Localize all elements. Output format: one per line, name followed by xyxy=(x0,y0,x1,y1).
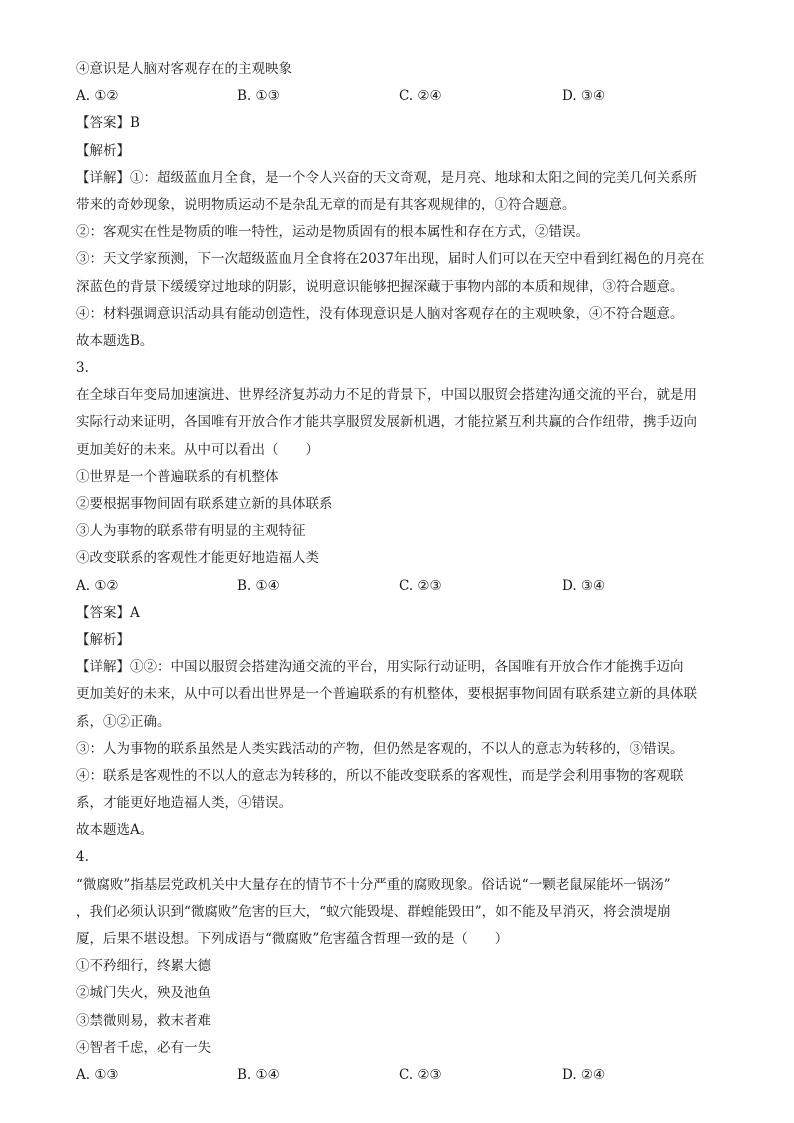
q4-stem-line: “微腐败”指基层党政机关中大量存在的情节不十分严重的腐败现象。俗话说“一颗老鼠屎能坏一锅汤” xyxy=(76,876,671,893)
q4-item-3: ③禁微则易，救末者难 xyxy=(76,1012,211,1029)
q3-answer: 【答案】A xyxy=(76,604,140,621)
q4-option-b: B. ①④ xyxy=(237,1066,280,1083)
q2-analysis-label: 【解析】 xyxy=(76,142,130,159)
q3-detail-line: 系，①②正确。 xyxy=(76,713,171,730)
document-page xyxy=(76,56,726,1089)
q4-item-1: ①不矜细行，终累大德 xyxy=(76,958,211,975)
q3-detail xyxy=(76,654,726,844)
q3-detail-line: ④：联系是客观性的不以人的意志为转移的，所以不能改变联系的客观性，而是学会利用事物的客观联 xyxy=(76,767,684,784)
q2-option-a: A. ①② xyxy=(76,88,119,105)
q4-item-2: ②城门失火，殃及池鱼 xyxy=(76,985,211,1002)
q3-analysis-label: 【解析】 xyxy=(76,631,130,648)
q3-item-2: ②要根据事物间固有联系建立新的具体联系 xyxy=(76,496,333,512)
q4-stem-line: 厦，后果不堪设想。下列成语与“微腐败”危害蕴含哲理一致的是（ ） xyxy=(76,931,509,947)
q3-detail-line: ③：人为事物的联系虽然是人类实践活动的产物，但仍然是客观的，不以人的意志为转移的，③错误。 xyxy=(76,740,684,757)
q3-option-b: B. ①④ xyxy=(237,577,280,594)
q2-detail xyxy=(76,165,726,355)
q2-detail-line: ③：天文学家预测，下一次超级蓝血月全食将在2037年出现，届时人们可以在天空中看到红褐色的月亮在 xyxy=(76,251,705,268)
q2-detail-line: 带来的奇妙现象，说明物质运动不是杂乱无章的而是有其客观规律的，①符合题意。 xyxy=(76,196,576,213)
q4-option-c: C. ②③ xyxy=(399,1066,442,1083)
q4-stem-line: ，我们必须认识到“微腐败”危害的巨大，“蚁穴能毁堤、群蝗能毁田”，如不能及早消灭，将会溃堤崩 xyxy=(76,903,671,920)
q3-item-1: ①世界是一个普遍联系的有机整体 xyxy=(76,468,279,485)
q4-item-4: ④智者千虑，必有一失 xyxy=(76,1039,211,1056)
q4-option-d: D. ②④ xyxy=(562,1066,606,1083)
q3-stem-line: 更加美好的未来。从中可以看出（ ） xyxy=(76,441,319,458)
q4-options xyxy=(76,1062,726,1089)
q3-detail-line: 系，才能更好地造福人类，④错误。 xyxy=(76,795,292,812)
q4-number: 4. xyxy=(76,849,89,866)
q2-option-d: D. ③④ xyxy=(562,88,606,105)
q3-detail-conclusion: 故本题选A。 xyxy=(76,822,154,839)
q3-stem-line: 在全球百年变局加速演进、世界经济复苏动力不足的背景下，中国以服贸会搭建沟通交流的平台，就是用 xyxy=(76,387,697,404)
q3-options xyxy=(76,573,726,600)
q2-detail-line: ②：客观实在性是物质的唯一特性，运动是物质固有的根本属性和存在方式，②错误。 xyxy=(76,224,589,241)
q3-detail-line: 更加美好的未来，从中可以看出世界是一个普遍联系的有机整体，要根据事物间固有联系建立新的具体联 xyxy=(76,686,697,703)
q3-item-3: ③人为事物的联系带有明显的主观特征 xyxy=(76,523,306,540)
q2-item-4: ④意识是人脑对客观存在的主观映象 xyxy=(76,61,292,77)
q2-detail-line: ④：材料强调意识活动具有能动创造性，没有体现意识是人脑对客观存在的主观映象，④不符合题意。 xyxy=(76,305,684,322)
q2-options xyxy=(76,83,726,110)
q3-detail-line: 【详解】①②：中国以服贸会搭建沟通交流的平台，用实际行动证明，各国唯有开放合作才能携手迈向 xyxy=(76,659,684,676)
q2-detail-line: 深蓝色的背景下缓缓穿过地球的阴影，说明意识能够把握深藏于事物内部的本质和规律，③符合题意。 xyxy=(76,278,684,295)
q3-stem xyxy=(76,382,726,464)
q2-detail-line: 【详解】①：超级蓝血月全食，是一个令人兴奋的天文奇观，是月亮、地球和太阳之间的完美几何关系所 xyxy=(76,169,697,186)
q3-option-c: C. ②③ xyxy=(399,577,442,594)
q3-number: 3. xyxy=(76,360,89,377)
q3-stem-line: 实际行动来证明，各国唯有开放合作才能共享服贸发展新机遇，才能拉紧互利共赢的合作纽带，携手迈向 xyxy=(76,414,697,431)
q3-option-a: A. ①② xyxy=(76,577,119,594)
q2-option-c: C. ②④ xyxy=(399,88,442,105)
q4-stem xyxy=(76,872,726,954)
q3-option-d: D. ③④ xyxy=(562,577,606,594)
q3-item-4: ④改变联系的客观性才能更好地造福人类 xyxy=(76,550,319,567)
q4-option-a: A. ①③ xyxy=(76,1066,119,1083)
q2-option-b: B. ①③ xyxy=(237,88,280,105)
q2-detail-conclusion: 故本题选B。 xyxy=(76,332,154,349)
q2-answer: 【答案】B xyxy=(76,115,140,132)
